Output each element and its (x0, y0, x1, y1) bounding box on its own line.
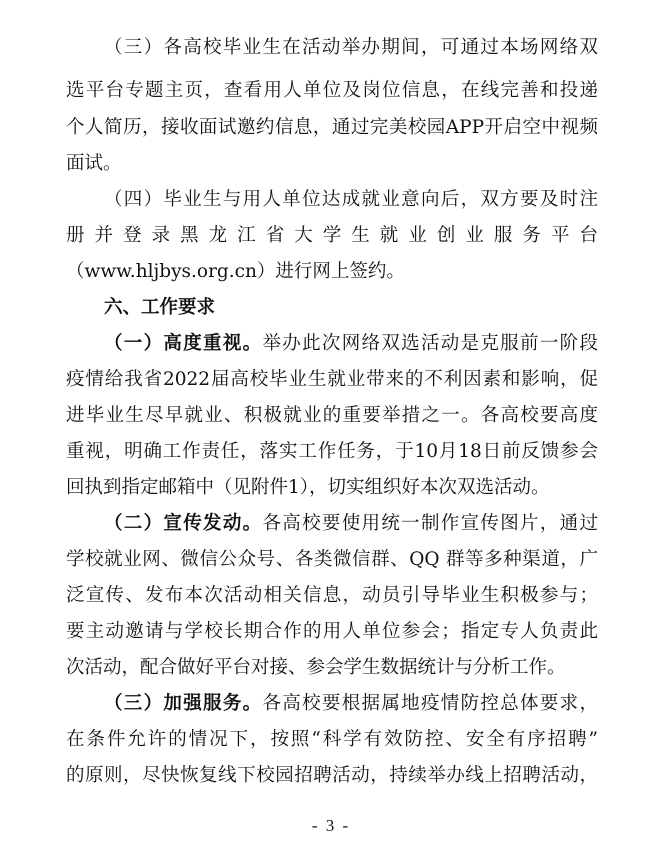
paragraph-line: 回执到指定邮箱中（见附件1），切实组织好本次双选活动。 (66, 477, 550, 498)
page-number: - 3 - (311, 816, 351, 835)
paragraph-line: 要主动邀请与学校长期合作的用人单位参会；指定专人负责此 (66, 621, 598, 642)
paragraph-line: 在条件允许的情况下，按照“科学有效防控、安全有序招聘” (66, 729, 598, 750)
paragraph-line: 学校就业网、微信公众号、各类微信群、QQ 群等多种渠道，广 (66, 549, 598, 570)
paragraph-line: （www.hljbys.org.cn）进行网上签约。 (66, 261, 405, 282)
paragraph-line (104, 692, 598, 716)
paragraph-line (104, 512, 598, 536)
paragraph-lead: （二）宣传发动。 (104, 513, 263, 534)
paragraph-line: （三）各高校毕业生在活动举办期间，可通过本场网络双 (104, 37, 598, 58)
paragraph-line: 重视，明确工作责任，落实工作任务，于10月18日前反馈参会 (66, 441, 598, 462)
paragraph-text: 各高校要根据属地疫情防控总体要求， (262, 693, 598, 714)
paragraph-line (104, 332, 598, 356)
paragraph-text: 举办此次网络双选活动是克服前一阶段 (262, 333, 598, 354)
paragraph-line: 选平台专题主页，查看用人单位及岗位信息，在线完善和投递 (66, 80, 598, 101)
paragraph-line: 泛宣传、发布本次活动相关信息，动员引导毕业生积极参与； (66, 585, 598, 606)
paragraph-line: 疫情给我省2022届高校毕业生就业带来的不利因素和影响，促 (66, 369, 598, 390)
paragraph-line: 个人简历，接收面试邀约信息，通过完美校园APP开启空中视频 (66, 117, 598, 138)
paragraph-line: 的原则，尽快恢复线下校园招聘活动，持续举办线上招聘活动， (66, 765, 598, 786)
paragraph-lead: （一）高度重视。 (104, 333, 263, 354)
paragraph-line: 进毕业生尽早就业、积极就业的重要举措之一。各高校要高度 (66, 405, 598, 426)
paragraph-line: 次活动，配合做好平台对接、参会学生数据统计与分析工作。 (66, 657, 566, 678)
paragraph-line: 册并登录黑龙江省大学生就业创业服务平台 (66, 225, 598, 246)
paragraph-line: 面试。 (66, 153, 122, 174)
paragraph-lead: （三）加强服务。 (104, 693, 263, 714)
paragraph-text: 各高校要使用统一制作宣传图片，通过 (262, 513, 598, 534)
section-heading: 六、工作要求 (104, 297, 216, 318)
paragraph-line: （四）毕业生与用人单位达成就业意向后，双方要及时注 (104, 189, 598, 210)
